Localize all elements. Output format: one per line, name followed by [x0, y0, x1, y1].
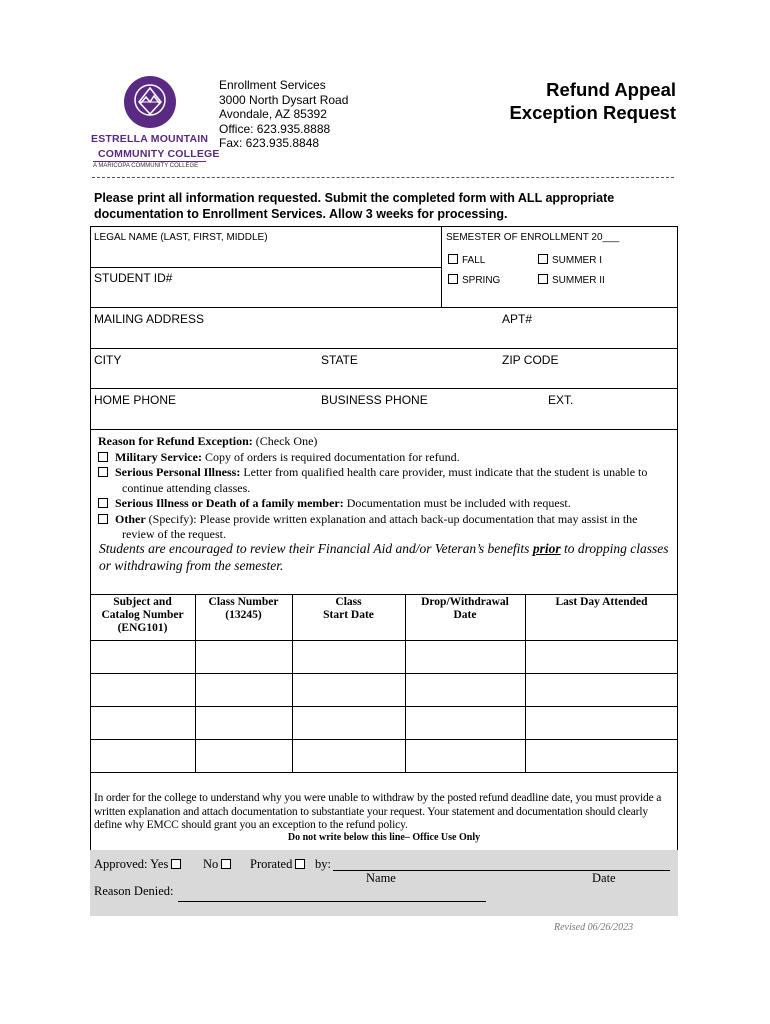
table-row-line: [90, 640, 678, 641]
semester-field[interactable]: SEMESTER OF ENROLLMENT 20___: [446, 232, 620, 243]
checkbox[interactable]: [538, 254, 548, 264]
other-label: Other: [115, 511, 146, 526]
revision-date: Revised 06/26/2023: [554, 922, 634, 933]
apt-field[interactable]: APT#: [502, 312, 533, 326]
row-divider: [90, 388, 678, 389]
header-text: Drop/Withdrawal: [421, 596, 509, 608]
office-address: [219, 78, 348, 151]
address-line: 3000 North Dysart Road: [219, 92, 349, 107]
header-text: Date: [453, 609, 477, 621]
header-text: Class Number: [208, 596, 279, 608]
reason-heading-label: Reason for Refund Exception:: [98, 434, 253, 448]
checkbox[interactable]: [538, 274, 548, 284]
checkbox[interactable]: [98, 514, 108, 524]
address-line: Avondale, AZ 85392: [219, 107, 327, 121]
col-header-last-day: [525, 596, 678, 609]
prorated-label: Prorated: [250, 857, 293, 871]
reason-military[interactable]: [98, 450, 670, 466]
row-divider: [90, 267, 442, 268]
fall-option[interactable]: [448, 254, 485, 266]
mountain-emblem-icon: [124, 76, 176, 128]
address-line: Office: 623.935.8888: [219, 121, 331, 136]
explanation-paragraph: In order for the college to understand why you were unable to withdraw by the posted refund deadline date, you must provide a written explanation and attach documentation to substantiate your request. Your statement and documentation should clearly define why EMCC should grant you an exception to the refund policy.: [94, 792, 662, 831]
form-title: [480, 78, 676, 124]
spring-label: SPRING: [462, 275, 501, 286]
col-header-subject: [90, 596, 195, 635]
logo-divider: [93, 161, 206, 162]
death-text: Documentation must be included with request.: [343, 496, 571, 510]
illness-text: Letter from qualified health care provider, must indicate that the student is unable to continue attending classes.: [122, 465, 648, 495]
military-text: Copy of orders is required documentation for refund.: [201, 449, 460, 464]
office-use-notice: Do not write below this line– Office Use Only: [287, 832, 481, 843]
city-field[interactable]: CITY: [94, 353, 122, 367]
header-text: (13245): [225, 609, 262, 621]
home-phone-field[interactable]: HOME PHONE: [94, 393, 177, 407]
benefits-note: [99, 541, 671, 574]
col-header-start-date: [292, 596, 405, 622]
state-field[interactable]: STATE: [321, 353, 358, 367]
reason-section: [98, 434, 670, 543]
reason-heading: [98, 434, 670, 450]
checkbox[interactable]: [98, 467, 108, 477]
approved-no[interactable]: [203, 857, 235, 872]
table-row-line: [90, 706, 678, 707]
title-line1: Refund Appeal: [546, 79, 676, 100]
column-divider: [441, 226, 442, 307]
reason-illness[interactable]: [98, 465, 670, 496]
name-caption: Name: [366, 871, 396, 885]
death-label: Serious Illness or Death of a family member:: [115, 496, 344, 510]
summer1-option[interactable]: [538, 254, 602, 266]
illness-label: Serious Personal Illness:: [115, 465, 241, 479]
header-text: Catalog Number: [101, 609, 184, 621]
table-top-line: [90, 594, 678, 595]
header-text: Class: [335, 596, 362, 608]
mailing-address-field[interactable]: MAILING ADDRESS: [94, 312, 205, 326]
table-bottom-line: [90, 772, 678, 773]
reason-death[interactable]: [98, 496, 670, 512]
table-row-line: [90, 739, 678, 740]
fall-label: FALL: [462, 255, 486, 266]
header-text: Subject and: [113, 596, 172, 608]
summer1-label: SUMMER I: [552, 255, 602, 266]
logo-line2: COMMUNITY COLLEGE: [98, 148, 220, 160]
spring-option[interactable]: [448, 274, 500, 286]
date-caption: Date: [592, 871, 616, 885]
row-divider: [90, 348, 678, 349]
col-header-class-number: [195, 596, 292, 622]
reason-heading-note: (Check One): [252, 434, 318, 448]
military-label: Military Service:: [115, 449, 202, 464]
reason-denied-line[interactable]: [178, 901, 486, 902]
checkbox[interactable]: [171, 859, 181, 869]
checkbox[interactable]: [221, 859, 231, 869]
instructions: Please print all information requested. Submit the completed form with ALL appropriate documentation to Enrollment Services. Allow 3 weeks for processing.: [94, 191, 615, 221]
title-line2: Exception Request: [509, 102, 676, 123]
logo-line3: A MARICOPA COMMUNITY COLLEGE: [93, 163, 199, 169]
approved-yes-label: Approved: Yes: [94, 857, 169, 871]
approved-no-label: No: [203, 857, 219, 871]
checkbox[interactable]: [98, 452, 108, 462]
other-text: (Specify): Please provide written explanation and attach back-up documentation that may assist in the review of the request.: [122, 511, 638, 541]
address-line: Fax: 623.935.8848: [219, 136, 320, 150]
table-row-line: [90, 673, 678, 674]
checkbox[interactable]: [295, 859, 305, 869]
zip-field[interactable]: ZIP CODE: [502, 353, 559, 367]
header-text: Last Day Attended: [555, 596, 648, 608]
benefits-note-post: to dropping classes or withdrawing from the semester.: [99, 541, 669, 573]
student-id-field[interactable]: STUDENT ID#: [94, 271, 173, 285]
benefits-note-pre: Students are encouraged to review their Financial Aid and/or Veteran’s benefits: [99, 541, 533, 556]
checkbox[interactable]: [448, 274, 458, 284]
reason-denied-label: Reason Denied:: [94, 884, 174, 898]
approved-by-label: by:: [315, 857, 331, 871]
business-phone-field[interactable]: BUSINESS PHONE: [321, 393, 428, 407]
row-divider: [90, 429, 678, 430]
row-divider: [90, 307, 678, 308]
summer2-label: SUMMER II: [552, 275, 605, 286]
logo-line1: ESTRELLA MOUNTAIN: [91, 133, 209, 145]
approved-yes[interactable]: [94, 857, 185, 872]
checkbox[interactable]: [98, 498, 108, 508]
header-text: (ENG101): [117, 622, 168, 634]
reason-other[interactable]: [98, 512, 670, 543]
address-line: Enrollment Services: [219, 78, 326, 92]
summer2-option[interactable]: [538, 274, 605, 286]
header-text: Start Date: [323, 609, 374, 621]
checkbox[interactable]: [448, 254, 458, 264]
table-col-line: [525, 594, 526, 772]
header-rule: [92, 177, 674, 178]
benefits-note-prior: prior: [532, 541, 561, 556]
ext-field[interactable]: EXT.: [548, 393, 574, 407]
legal-name-field[interactable]: LEGAL NAME (LAST, FIRST, MIDDLE): [94, 232, 268, 243]
prorated-option[interactable]: [250, 857, 309, 872]
col-header-drop-date: [405, 596, 525, 622]
college-logo: [124, 76, 176, 128]
